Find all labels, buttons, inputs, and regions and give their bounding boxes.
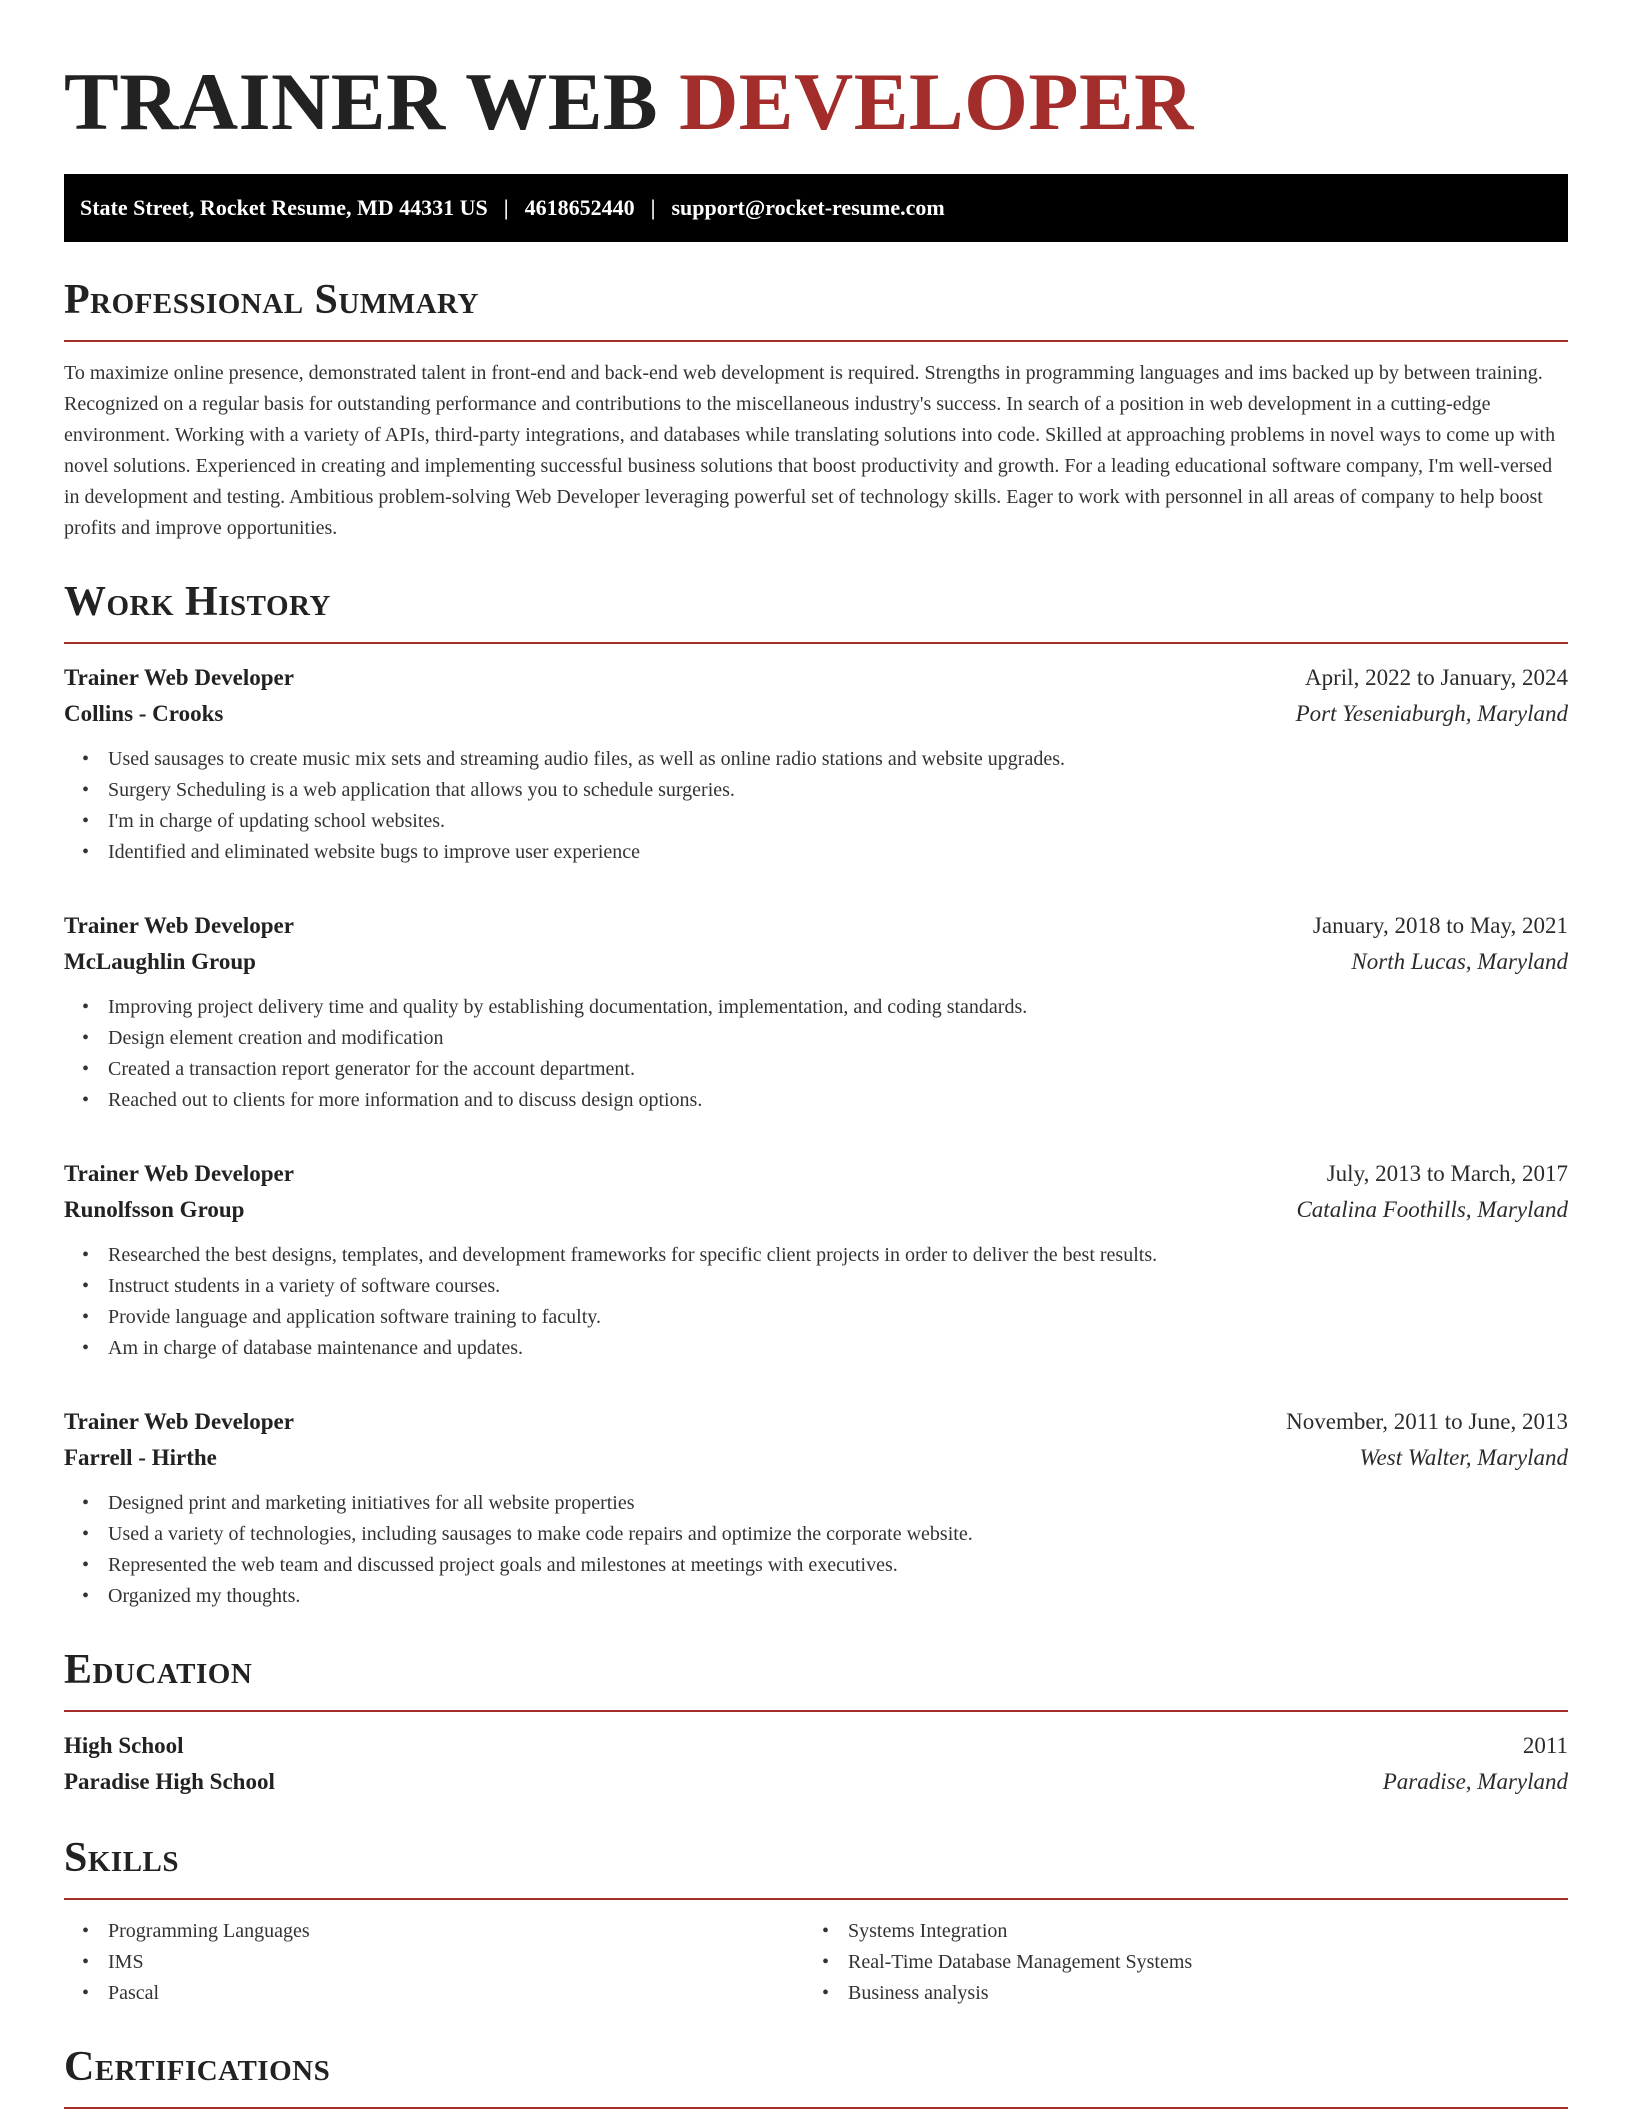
job-role: Trainer Web Developer: [64, 1409, 294, 1434]
section-divider: [64, 340, 1568, 342]
list-item: • Business analysis: [848, 1978, 1544, 2009]
list-item: • Programming Languages: [108, 1916, 804, 1947]
job-bullets: [64, 744, 1568, 868]
list-item: • I'm in charge of updating school websites.: [108, 806, 1568, 837]
education-school: Paradise High School: [64, 1769, 275, 1794]
job-role: Trainer Web Developer: [64, 665, 294, 690]
job-role: Trainer Web Developer: [64, 913, 294, 938]
job-company: Collins - Crooks: [64, 701, 224, 726]
list-item: • IMS: [108, 1947, 804, 1978]
skills-list-right: [804, 1916, 1544, 2009]
job-bullets: [64, 1240, 1568, 1364]
skills-section: [64, 1834, 1568, 2009]
certifications-title: Certifications: [64, 2044, 331, 2090]
list-item: • Real-Time Database Management Systems: [848, 1947, 1544, 1978]
job-entry: [64, 908, 1568, 1116]
skills-grid: [64, 1916, 1568, 2009]
job-role: Trainer Web Developer: [64, 1161, 294, 1186]
section-divider: [64, 1898, 1568, 1900]
list-item: • Am in charge of database maintenance and updates.: [108, 1333, 1568, 1364]
job-location: West Walter, Maryland: [1359, 1445, 1568, 1470]
name-first: TRAINER WEB: [64, 56, 659, 147]
list-item: • Identified and eliminated website bugs to improve user experience: [108, 837, 1568, 868]
contact-separator: |: [503, 195, 509, 220]
job-dates: April, 2022 to January, 2024: [1305, 665, 1568, 690]
skills-title: Skills: [64, 1835, 180, 1881]
job-bullets: [64, 992, 1568, 1116]
list-item: • Instruct students in a variety of software courses.: [108, 1271, 1568, 1302]
job-dates: November, 2011 to June, 2013: [1286, 1409, 1568, 1434]
list-item: • Designed print and marketing initiatives for all website properties: [108, 1488, 1568, 1519]
job-entry: [64, 660, 1568, 868]
list-item: • Used a variety of technologies, including sausages to make code repairs and optimize the corporate website.: [108, 1519, 1568, 1550]
job-bullets: [64, 1488, 1568, 1612]
list-item: • Created a transaction report generator for the account department.: [108, 1054, 1568, 1085]
education-year: 2011: [1522, 1733, 1568, 1758]
summary-title: Professional Summary: [64, 277, 479, 323]
contact-email[interactable]: support@rocket-resume.com: [671, 195, 945, 220]
list-item: • Provide language and application software training to faculty.: [108, 1302, 1568, 1333]
summary-section: [64, 276, 1568, 544]
list-item: • Organized my thoughts.: [108, 1581, 1568, 1612]
job-company: Runolfsson Group: [64, 1197, 245, 1222]
contact-address: State Street, Rocket Resume, MD 44331 US: [80, 195, 488, 220]
job-location: Port Yeseniaburgh, Maryland: [1295, 701, 1568, 726]
contact-separator: |: [650, 195, 656, 220]
name-heading: [64, 56, 1568, 148]
list-item: • Reached out to clients for more information and to discuss design options.: [108, 1085, 1568, 1116]
education-location: Paradise, Maryland: [1382, 1769, 1568, 1794]
list-item: • Design element creation and modification: [108, 1023, 1568, 1054]
list-item: • Pascal: [108, 1978, 804, 2009]
job-dates: January, 2018 to May, 2021: [1312, 913, 1568, 938]
skills-list-left: [64, 1916, 804, 2009]
job-company: Farrell - Hirthe: [64, 1445, 217, 1470]
list-item: • Surgery Scheduling is a web application that allows you to schedule surgeries.: [108, 775, 1568, 806]
list-item: • Improving project delivery time and quality by establishing documentation, implementation, and coding standards.: [108, 992, 1568, 1023]
education-section: [64, 1646, 1568, 1800]
education-title: Education: [64, 1647, 253, 1693]
education-degree: High School: [64, 1733, 184, 1758]
job-entry: [64, 1156, 1568, 1364]
list-item: • Used sausages to create music mix sets and streaming audio files, as well as online radio stations and website upgrades.: [108, 744, 1568, 775]
list-item: • Systems Integration: [848, 1916, 1544, 1947]
work-history-section: [64, 578, 1568, 1612]
list-item: • Represented the web team and discussed project goals and milestones at meetings with executives.: [108, 1550, 1568, 1581]
section-divider: [64, 1710, 1568, 1712]
summary-text: To maximize online presence, demonstrated talent in front-end and back-end web development is required. Strengths in programming languages and ims backed up by between training. Recognized on a regular basis for outstanding performance and contributions to the miscellaneous industry's success. In search of a position in web development in a cutting-edge environment. Working with a variety of APIs, third-party integrations, and databases while translating solutions into code. Skilled at approaching problems in novel ways to come up with novel solutions. Experienced in creating and implementing successful business solutions that boost productivity and growth. For a leading educational software company, I'm well-versed in development and testing. Ambitious problem-solving Web Developer leveraging powerful set of technology skills. Eager to work with personnel in all areas of company to help boost profits and improve opportunities.: [64, 362, 1556, 539]
work-history-title: Work History: [64, 579, 331, 625]
contact-bar: [64, 174, 1568, 242]
job-company: McLaughlin Group: [64, 949, 256, 974]
job-entry: [64, 1404, 1568, 1612]
section-divider: [64, 642, 1568, 644]
job-location: North Lucas, Maryland: [1351, 949, 1568, 974]
name-last: DEVELOPER: [679, 56, 1194, 147]
section-divider: [64, 2107, 1568, 2109]
certifications-section: [64, 2043, 1568, 2109]
job-location: Catalina Foothills, Maryland: [1296, 1197, 1568, 1222]
job-dates: July, 2013 to March, 2017: [1326, 1161, 1568, 1186]
list-item: • Researched the best designs, templates, and development frameworks for specific client projects in order to deliver the best results.: [108, 1240, 1568, 1271]
contact-phone: 4618652440: [524, 195, 635, 220]
